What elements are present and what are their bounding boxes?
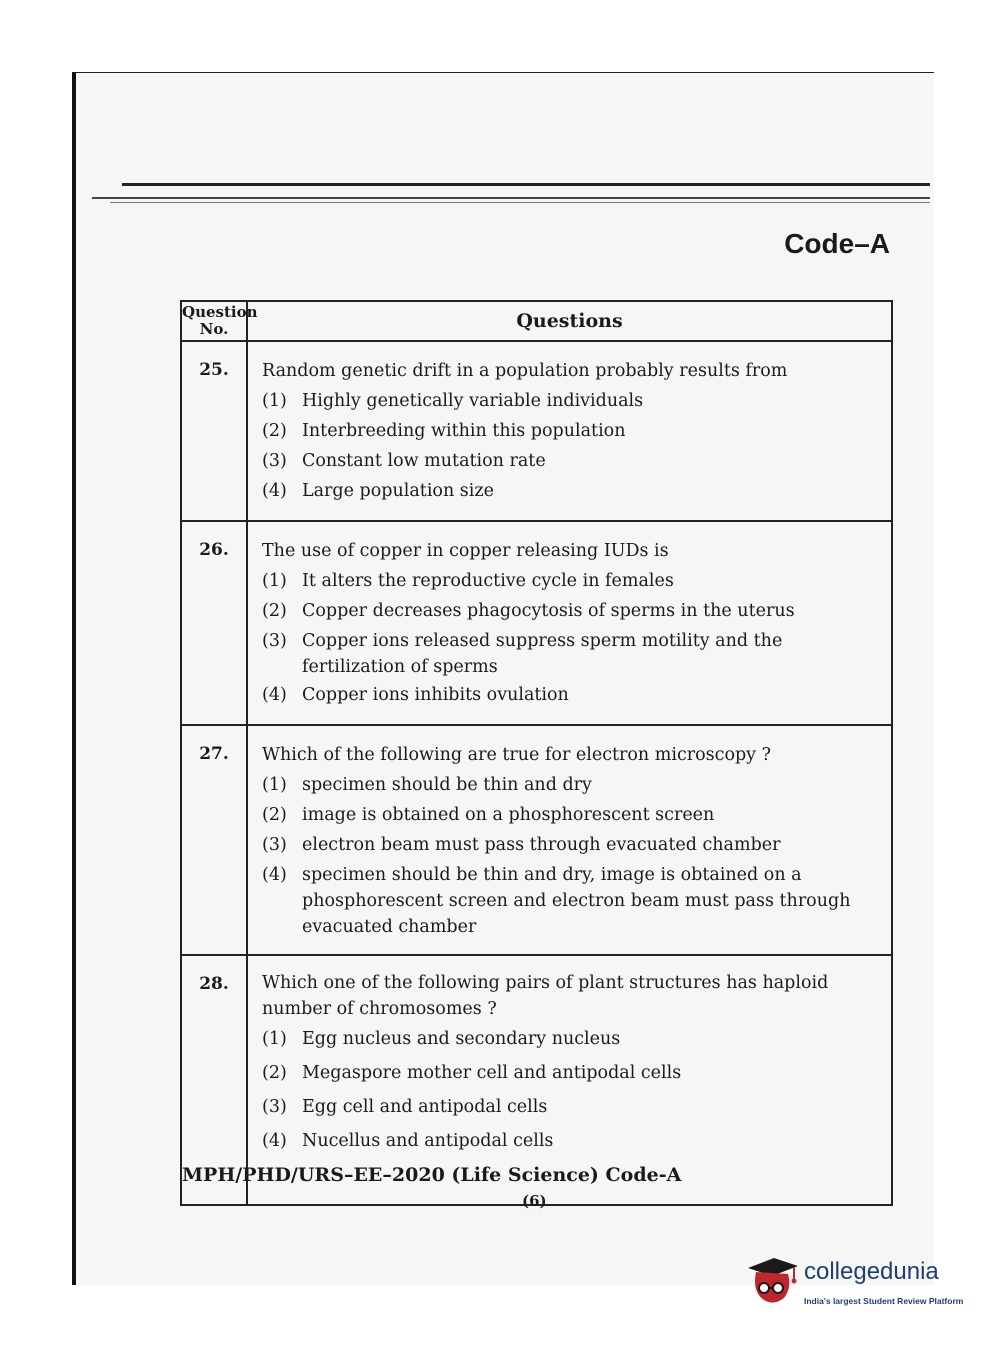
option-number: (1) [262, 775, 287, 795]
option-item [262, 680, 887, 710]
option-text: Large population size [302, 481, 494, 501]
option-text: Interbreeding within this population [302, 421, 626, 441]
option-text: Copper ions released suppress sperm motility and the fertilization of sperms [302, 631, 783, 677]
question-cell [247, 725, 892, 955]
exam-footer: MPH/PHD/URS–EE–2020 (Life Science) Code-A [182, 1164, 682, 1186]
questions-header: Questions [247, 301, 892, 341]
table-row [181, 521, 892, 725]
option-item [262, 596, 887, 626]
option-item [262, 566, 887, 596]
top-rule [110, 202, 930, 203]
question-stem: Which of the following are true for electron microscopy ? [262, 745, 772, 765]
option-text: It alters the reproductive cycle in females [302, 571, 674, 591]
option-item [262, 830, 887, 860]
option-item [262, 800, 887, 830]
question-number: 25. [181, 341, 247, 521]
option-list [262, 770, 887, 940]
question-stem: The use of copper in copper releasing IUDs is [262, 541, 669, 561]
question-no-header [181, 301, 258, 341]
option-item [262, 626, 887, 680]
option-number: (1) [262, 391, 287, 411]
option-item [262, 1056, 887, 1090]
question-number: 26. [181, 521, 247, 725]
option-list [262, 386, 887, 506]
option-text: electron beam must pass through evacuated chamber [302, 835, 781, 855]
page-number: (6) [522, 1192, 547, 1210]
option-number: (2) [262, 1063, 287, 1083]
option-text: Constant low mutation rate [302, 451, 546, 471]
option-number: (2) [262, 421, 287, 441]
question-number: 27. [181, 725, 247, 955]
option-number: (3) [262, 451, 287, 471]
option-text: image is obtained on a phosphorescent screen [302, 805, 715, 825]
option-text: Nucellus and antipodal cells [302, 1131, 554, 1151]
option-number: (3) [262, 631, 287, 651]
option-text: specimen should be thin and dry, image is obtained on a phosphorescent screen and electron beam must pass through evacuated chamber [302, 865, 851, 937]
option-text: Megaspore mother cell and antipodal cells [302, 1063, 682, 1083]
option-number: (2) [262, 601, 287, 621]
option-number: (4) [262, 481, 287, 501]
option-item [262, 386, 887, 416]
option-number: (3) [262, 835, 287, 855]
option-text: Copper ions inhibits ovulation [302, 685, 569, 705]
top-rule [122, 183, 930, 186]
option-number: (1) [262, 571, 287, 591]
question-no-header-line2: No. [199, 320, 229, 338]
option-text: Copper decreases phagocytosis of sperms in the uterus [302, 601, 795, 621]
option-number: (2) [262, 805, 287, 825]
option-list [262, 566, 887, 710]
option-item [262, 446, 887, 476]
option-list [262, 1022, 887, 1158]
table-row [181, 341, 892, 521]
option-text: specimen should be thin and dry [302, 775, 592, 795]
option-number: (4) [262, 1131, 287, 1151]
option-item [262, 1022, 887, 1056]
option-text: Egg nucleus and secondary nucleus [302, 1029, 621, 1049]
paper-code: Code–A [784, 228, 890, 259]
question-cell [247, 521, 892, 725]
top-rule [92, 197, 930, 199]
watermark [744, 1252, 974, 1312]
brand-tagline: India's largest Student Review Platform [804, 1296, 964, 1306]
option-number: (1) [262, 1029, 287, 1049]
brand-name: collegedunia [804, 1258, 939, 1285]
graduate-mascot-icon [744, 1252, 800, 1310]
table-header-row [181, 301, 892, 341]
question-stem: Random genetic drift in a population probably results from [262, 361, 788, 381]
option-item [262, 1124, 887, 1158]
option-item [262, 860, 887, 940]
question-table [180, 300, 893, 1206]
option-text: Highly genetically variable individuals [302, 391, 644, 411]
question-number: 28. [181, 955, 247, 1205]
option-item [262, 770, 887, 800]
option-item [262, 476, 887, 506]
option-number: (3) [262, 1097, 287, 1117]
option-item [262, 416, 887, 446]
question-no-header-line1: Question [182, 303, 258, 321]
question-stem: Which one of the following pairs of plant structures has haploid number of chromosomes ? [262, 973, 829, 1019]
option-item [262, 1090, 887, 1124]
option-text: Egg cell and antipodal cells [302, 1097, 548, 1117]
table-row [181, 725, 892, 955]
option-number: (4) [262, 865, 287, 885]
question-cell [247, 341, 892, 521]
option-number: (4) [262, 685, 287, 705]
